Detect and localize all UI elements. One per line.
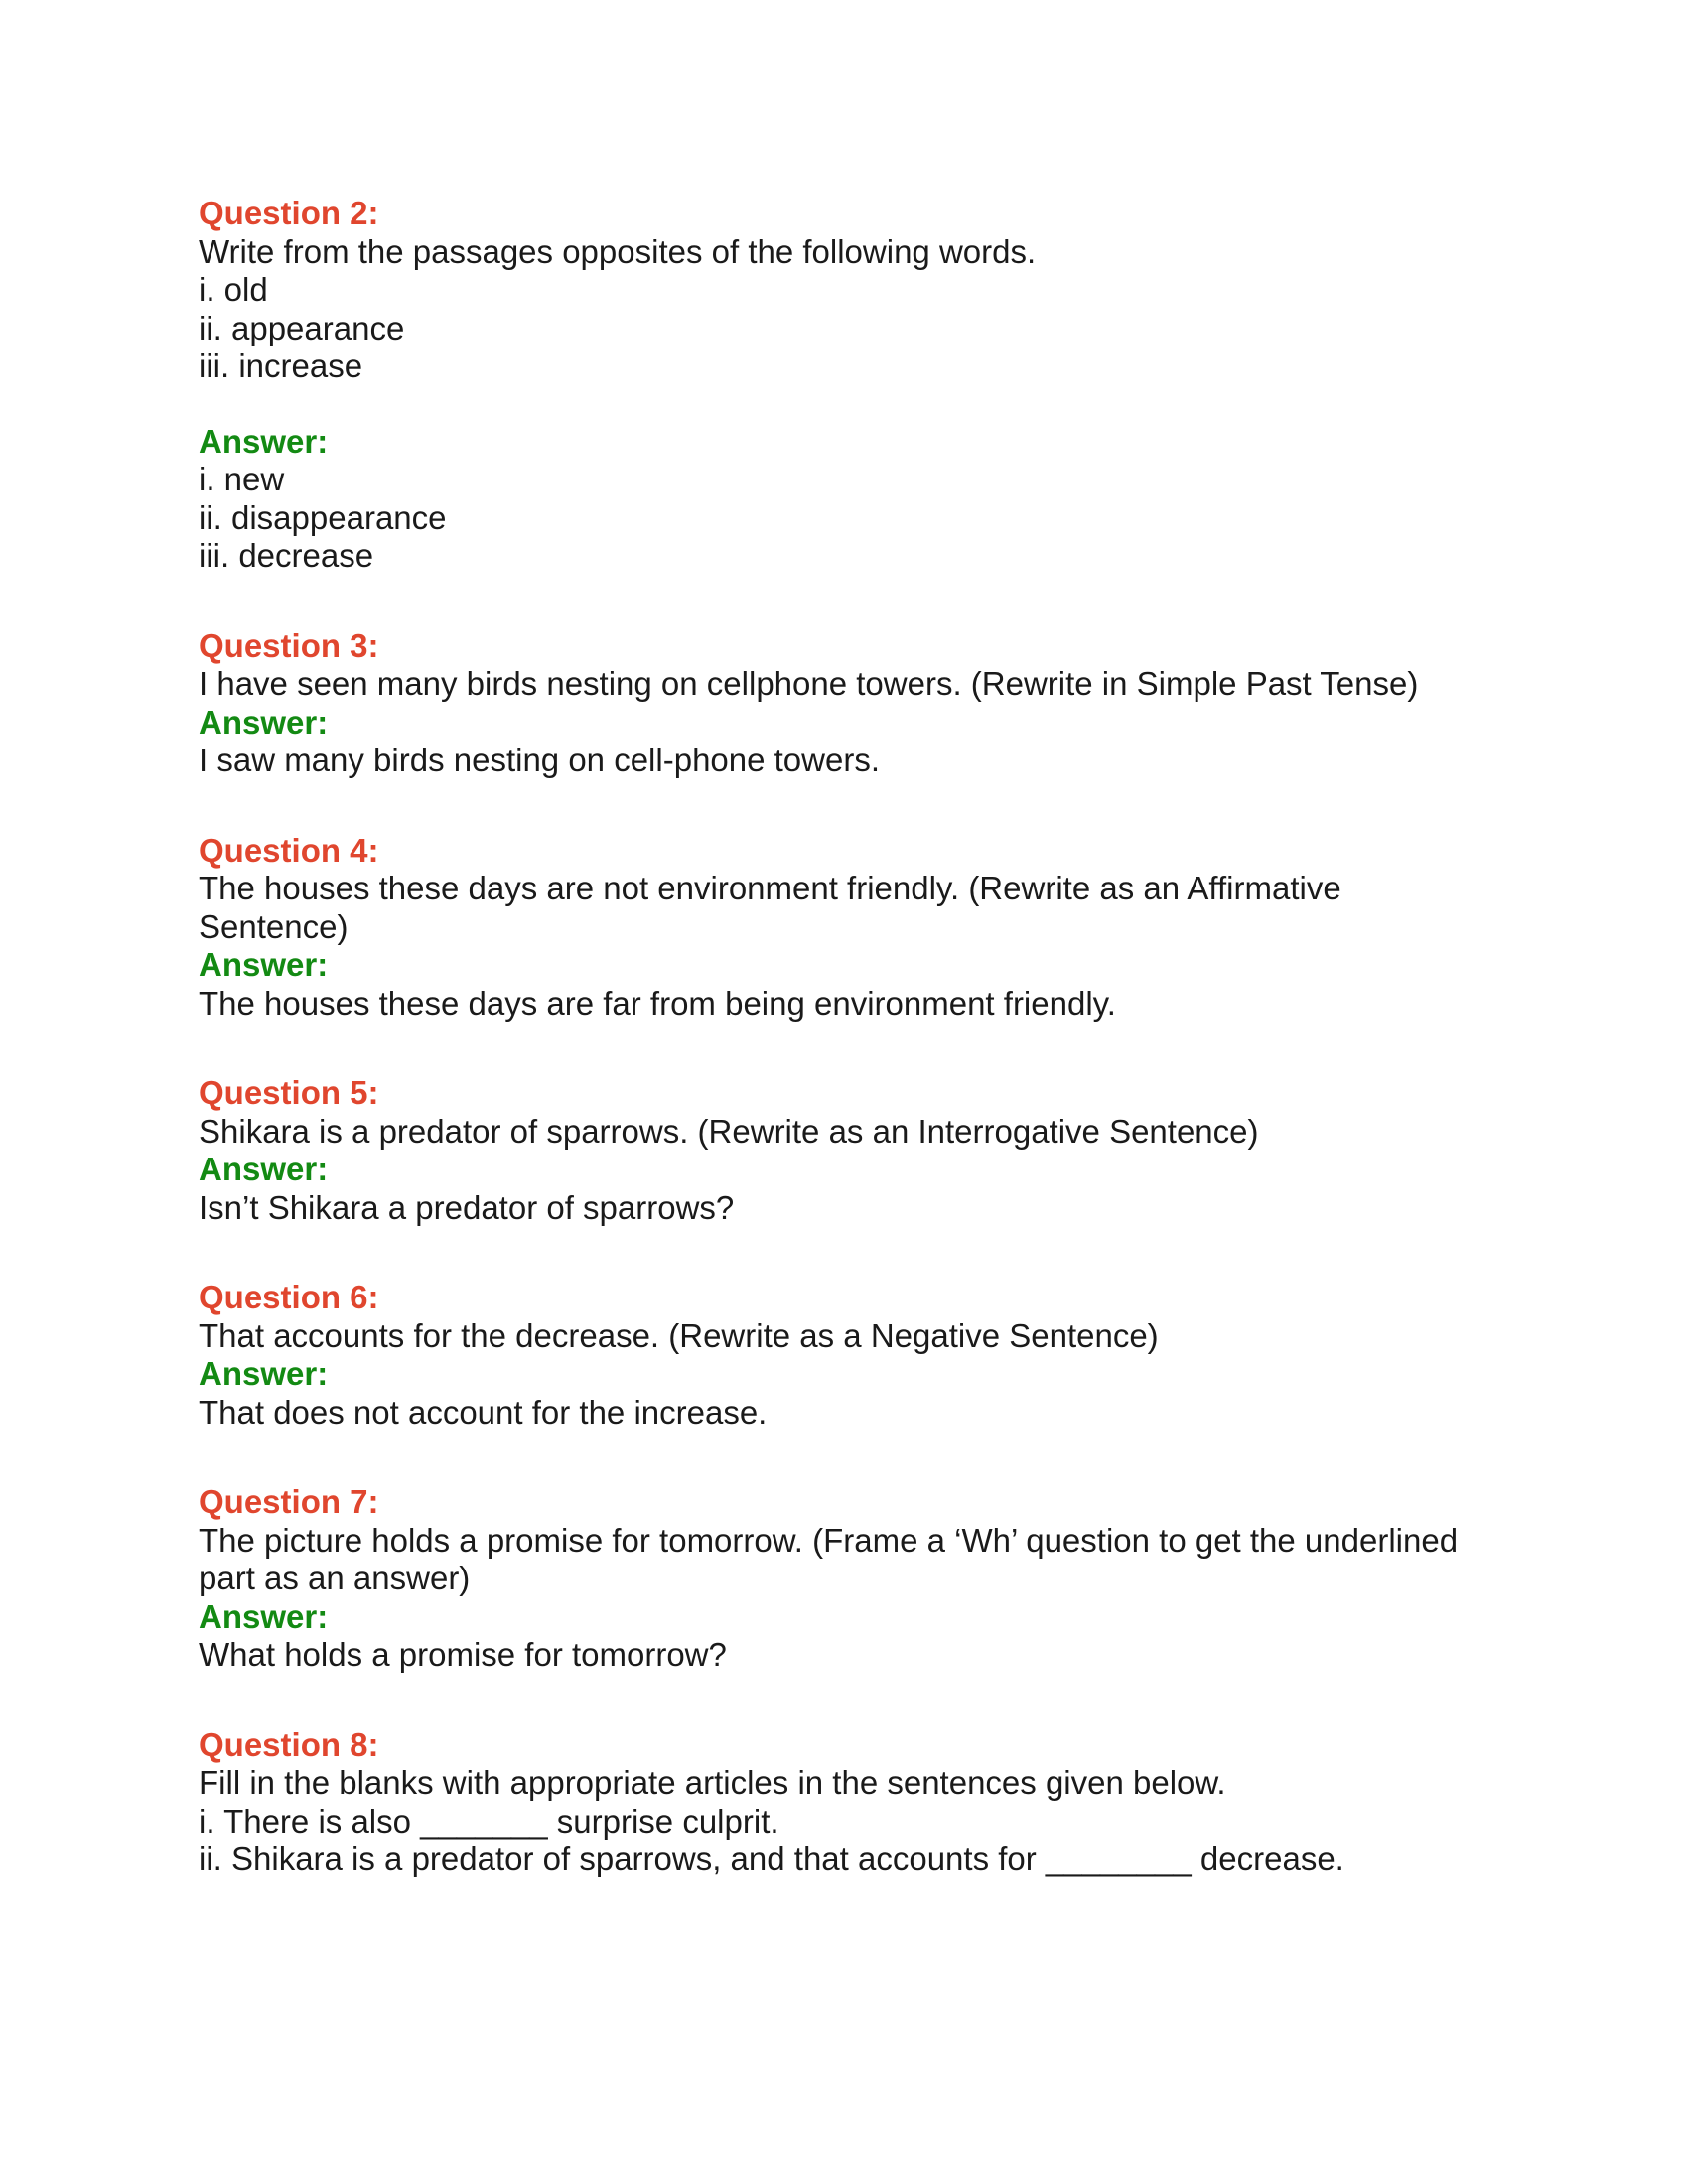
answer-text: What holds a promise for tomorrow? (199, 1636, 727, 1673)
answer-label: Answer: (199, 703, 329, 741)
question-label: Question 3: (199, 626, 379, 664)
answer-text: iii. decrease (199, 537, 374, 574)
answer-label: Answer: (199, 422, 329, 460)
answer-text: i. new (199, 461, 285, 497)
answer-text: The houses these days are far from being environment friendly. (199, 984, 1116, 1022)
question-label: Question 4: (199, 831, 379, 869)
answer-text: That does not account for the increase. (199, 1393, 768, 1431)
question-label: Question 2: (199, 195, 379, 231)
question-text: part as an answer) (199, 1560, 471, 1596)
question-text: Sentence) (199, 907, 349, 945)
answer-label: Answer: (199, 1355, 329, 1392)
answer-label: Answer: (199, 1597, 329, 1635)
question-text: Shikara is a predator of sparrows. (Rewrite as an Interrogative Sentence) (199, 1112, 1259, 1150)
answer-label: Answer: (199, 946, 329, 983)
question-text: iii. increase (199, 347, 363, 384)
question-block-2 (199, 195, 1509, 576)
question-block-3 (199, 627, 1509, 780)
question-text: ii. appearance (199, 309, 405, 346)
answer-text: I saw many birds nesting on cell-phone towers. (199, 742, 881, 778)
question-text: The picture holds a promise for tomorrow. (Frame a ‘Wh’ question to get the underlined (199, 1521, 1459, 1559)
question-label: Question 6: (199, 1279, 379, 1315)
document-page (199, 195, 1509, 1879)
question-text: Write from the passages opposites of the following words. (199, 232, 1037, 270)
question-label: Question 5: (199, 1074, 379, 1111)
question-label: Question 7: (199, 1483, 379, 1520)
question-block-8 (199, 1726, 1509, 1879)
question-text: Fill in the blanks with appropriate articles in the sentences given below. (199, 1764, 1226, 1801)
answer-text: ii. disappearance (199, 498, 447, 536)
question-block-5 (199, 1074, 1509, 1227)
question-text: I have seen many birds nesting on cellphone towers. (Rewrite in Simple Past Tense) (199, 665, 1419, 702)
question-label: Question 8: (199, 1725, 379, 1763)
question-block-7 (199, 1483, 1509, 1675)
answer-text: Isn’t Shikara a predator of sparrows? (199, 1188, 735, 1226)
question-text: ii. Shikara is a predator of sparrows, and that accounts for ________ decrease. (199, 1841, 1344, 1877)
question-text: That accounts for the decrease. (Rewrite as a Negative Sentence) (199, 1316, 1159, 1354)
question-text: i. old (199, 271, 268, 308)
question-text: The houses these days are not environment friendly. (Rewrite as an Affirmative (199, 870, 1341, 906)
question-block-4 (199, 832, 1509, 1024)
question-text: i. There is also _______ surprise culprit. (199, 1802, 779, 1840)
answer-label: Answer: (199, 1151, 329, 1187)
question-block-6 (199, 1279, 1509, 1432)
